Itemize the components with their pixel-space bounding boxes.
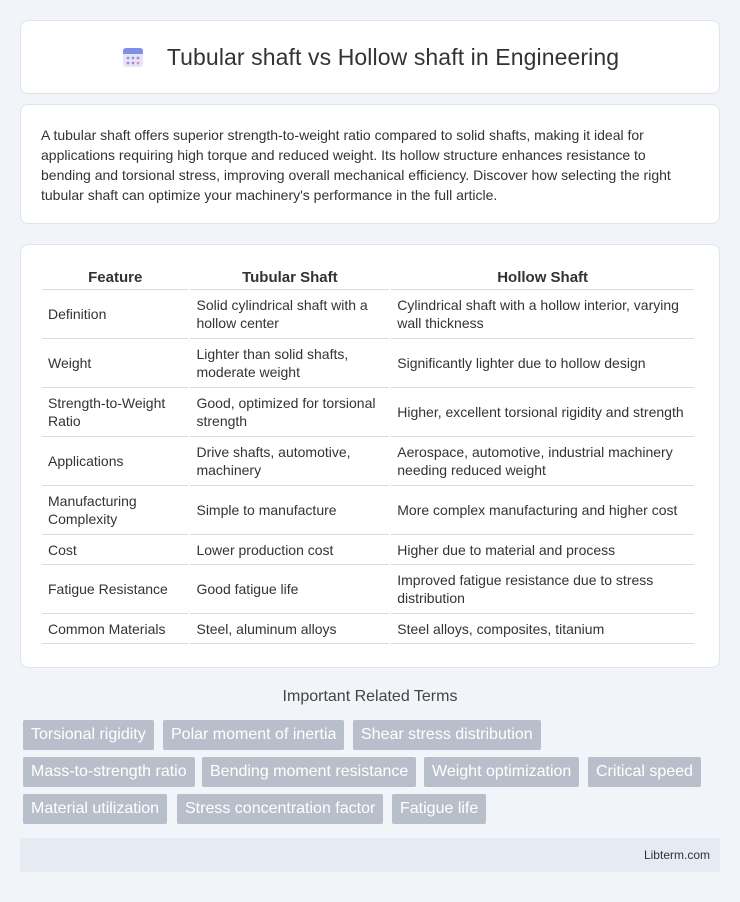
table-cell: Weight xyxy=(42,339,188,388)
table-cell: Higher, excellent torsional rigidity and strength xyxy=(391,388,694,437)
intro-text: A tubular shaft offers superior strength-to-weight ratio compared to solid shafts, making it ideal for applications requiring high torque and reduced weight. Its hollow structure enhances resistance to bending and torsional stress, improving overall mechanical efficiency. Discover how selecting the right tubular shaft can optimize your machinery's performance in the full article. xyxy=(41,127,671,203)
table-header-row xyxy=(42,265,694,290)
table-cell: Lower production cost xyxy=(190,535,389,565)
table-cell: Aerospace, automotive, industrial machinery needing reduced weight xyxy=(391,437,694,486)
footer-site-link[interactable]: Libterm.com xyxy=(643,848,710,862)
related-term-tag[interactable]: Stress concentration factor xyxy=(177,794,383,824)
table-cell: Good fatigue life xyxy=(190,565,389,614)
table-row xyxy=(42,614,694,644)
related-term-tag[interactable]: Bending moment resistance xyxy=(202,757,416,787)
table-cell: Solid cylindrical shaft with a hollow center xyxy=(190,290,389,339)
related-terms-title: Important Related Terms xyxy=(282,688,458,705)
related-term-tag[interactable]: Mass-to-strength ratio xyxy=(23,757,195,787)
table-cell: Applications xyxy=(42,437,188,486)
table-cell: Fatigue Resistance xyxy=(42,565,188,614)
table-cell: Steel, aluminum alloys xyxy=(190,614,389,644)
intro-card xyxy=(20,104,720,224)
table-row xyxy=(42,388,694,437)
table-cell: Improved fatigue resistance due to stress distribution xyxy=(391,565,694,614)
page-title: Tubular shaft vs Hollow shaft in Engineering xyxy=(166,43,620,70)
related-term-tag[interactable]: Fatigue life xyxy=(392,794,486,824)
column-header: Tubular Shaft xyxy=(190,265,389,290)
table-cell: Strength-to-Weight Ratio xyxy=(42,388,188,437)
footer xyxy=(20,838,720,872)
table-cell: Steel alloys, composites, titanium xyxy=(391,614,694,644)
table-cell: Cost xyxy=(42,535,188,565)
table-cell: Common Materials xyxy=(42,614,188,644)
calendar-icon xyxy=(121,45,145,69)
title-card xyxy=(20,20,720,94)
comparison-table xyxy=(40,265,696,644)
table-cell: Cylindrical shaft with a hollow interior, varying wall thickness xyxy=(391,290,694,339)
related-term-tag[interactable]: Torsional rigidity xyxy=(23,720,154,750)
comparison-table-card xyxy=(20,244,720,668)
table-cell: Simple to manufacture xyxy=(190,486,389,535)
table-cell: More complex manufacturing and higher cost xyxy=(391,486,694,535)
table-row xyxy=(42,535,694,565)
table-cell: Higher due to material and process xyxy=(391,535,694,565)
table-row xyxy=(42,290,694,339)
table-row xyxy=(42,486,694,535)
table-cell: Lighter than solid shafts, moderate weight xyxy=(190,339,389,388)
related-term-tag[interactable]: Weight optimization xyxy=(424,757,579,787)
table-cell: Drive shafts, automotive, machinery xyxy=(190,437,389,486)
table-cell: Significantly lighter due to hollow design xyxy=(391,339,694,388)
related-term-tag[interactable]: Critical speed xyxy=(588,757,701,787)
related-term-tag[interactable]: Polar moment of inertia xyxy=(163,720,344,750)
table-cell: Manufacturing Complexity xyxy=(42,486,188,535)
related-term-tag[interactable]: Shear stress distribution xyxy=(353,720,541,750)
table-row xyxy=(42,437,694,486)
table-row xyxy=(42,565,694,614)
table-row xyxy=(42,339,694,388)
related-term-tag[interactable]: Material utilization xyxy=(23,794,167,824)
table-cell: Good, optimized for torsional strength xyxy=(190,388,389,437)
column-header: Hollow Shaft xyxy=(391,265,694,290)
column-header: Feature xyxy=(42,265,188,290)
table-cell: Definition xyxy=(42,290,188,339)
